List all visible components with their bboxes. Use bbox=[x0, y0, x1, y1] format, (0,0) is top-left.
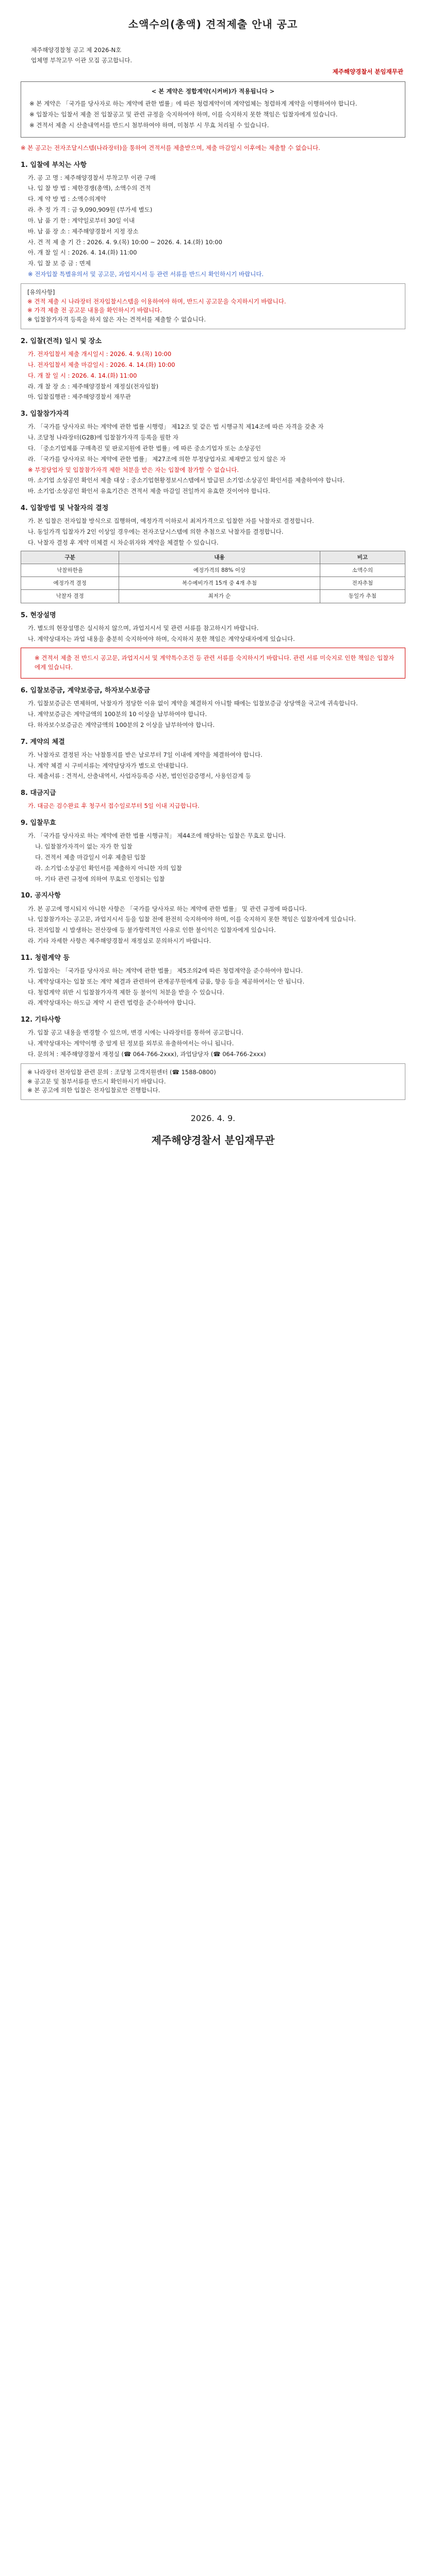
section-line: 나. 계약상대자는 계약이행 중 알게 된 정보를 외부로 유출하여서는 아니 됩니다. bbox=[28, 1040, 234, 1047]
section-line: 마. 소기업 소상공인 확인서 제출 대상 : 중소기업현황정보시스템에서 발급된 소기업·소상공인 확인서를 제출하여야 합니다. bbox=[28, 477, 345, 484]
notice-summary: 업체명 부착고무 이관 모집 공고합니다. bbox=[31, 56, 133, 64]
blue-note: ※ 전자입찰 특별유의서 및 공고문, 과업지시서 등 관련 서류를 반드시 확인하시기 바랍니다. bbox=[28, 270, 264, 278]
info-line: ※ 공고문 및 첨부서류를 반드시 확인하시기 바랍니다. bbox=[27, 1077, 166, 1085]
section-heading: 5. 현장설명 bbox=[21, 611, 56, 619]
table-row bbox=[21, 577, 405, 590]
section-line: 마. 기타 관련 규정에 의하여 무효로 인정되는 입찰 bbox=[35, 875, 165, 883]
table-cell: 동일가 추첨 bbox=[320, 590, 405, 603]
award-table bbox=[21, 551, 405, 603]
table-header: 내용 bbox=[119, 551, 320, 564]
red-line: ※ 부정당업자 및 입찰참가자격 제한 처분을 받은 자는 입찰에 참가할 수 없습니다. bbox=[28, 466, 239, 473]
section-line: 나. 계약 체결 시 구비서류는 계약담당자가 별도로 안내합니다. bbox=[28, 761, 188, 769]
table-cell: 전자추첨 bbox=[320, 577, 405, 590]
section-7 bbox=[21, 737, 405, 782]
section-line: 다. 문의처 : 제주해양경찰서 재정실 (☎ 064-766-2xxx), 과업담당자 (☎ 064-766-2xxx) bbox=[28, 1050, 266, 1058]
section-line: 나. 조달청 나라장터(G2B)에 입찰참가자격 등록을 필한 자 bbox=[28, 434, 178, 442]
section-line: 다. 「중소기업제품 구매촉진 및 판로지원에 관한 법률」에 따른 중소기업자 또는 소상공인 bbox=[28, 444, 261, 452]
table-header: 구분 bbox=[21, 551, 119, 564]
section-line: 가. 입찰자는 「국가를 당사자로 하는 계약에 관한 법률」 제5조의2에 따른 청렴계약을 준수하여야 합니다. bbox=[28, 967, 303, 974]
section-heading: 10. 공지사항 bbox=[21, 892, 61, 900]
info-line: ※ 본 공고에 의한 입찰은 전자입찰로만 진행합니다. bbox=[27, 1087, 160, 1094]
section-line: 사. 견 적 제 출 기 간 : 2026. 4. 9.(목) 10:00 ~ 2026. 4. 14.(화) 10:00 bbox=[28, 238, 222, 246]
section-line: 가. 「국가를 당사자로 하는 계약에 관한 법률 시행령」 제12조 및 같은 법 시행규칙 제14조에 따른 자격을 갖춘 자 bbox=[28, 423, 324, 431]
notice-date: 2026. 4. 9. bbox=[190, 1113, 236, 1124]
section-line: 다. 개 찰 일 시 : 2026. 4. 14.(화) 11:00 bbox=[28, 371, 137, 379]
section-2 bbox=[21, 336, 405, 402]
table-row bbox=[21, 564, 405, 577]
table-cell: 낙찰자 결정 bbox=[21, 590, 119, 603]
section-1 bbox=[21, 160, 405, 279]
org-line: 제주해양경찰서 분임재무관 bbox=[332, 67, 403, 75]
section-heading: 12. 기타사항 bbox=[21, 1016, 61, 1024]
signature-org: 제주해양경찰서 분임재무관 bbox=[151, 1133, 275, 1146]
section-heading: 3. 입찰참가자격 bbox=[21, 410, 69, 418]
section-line: 나. 입 찰 방 법 : 제한경쟁(총액), 소액수의 견적 bbox=[28, 184, 151, 192]
section-line: 나. 계약상대자는 과업 내용을 충분히 숙지하여야 하며, 숙지하지 못한 책임은 계약상대자에게 있습니다. bbox=[28, 635, 295, 642]
section-heading: 7. 계약의 체결 bbox=[21, 738, 65, 746]
table-header: 비고 bbox=[320, 551, 405, 564]
section-line: 마. 입찰집행관 : 제주해양경찰서 재무관 bbox=[28, 393, 131, 401]
section-12 bbox=[21, 1015, 405, 1059]
info-line: ※ 나라장터 전자입찰 관련 문의 : 조달청 고객지원센터 (☎ 1588-0800) bbox=[27, 1068, 216, 1076]
caution-line: ※ 입찰참가자격 등록을 하지 않은 자는 견적서를 제출할 수 없습니다. bbox=[27, 316, 206, 324]
section-line: 가. 「국가를 당사자로 하는 계약에 관한 법률 시행규칙」 제44조에 해당하는 입찰은 무효로 합니다. bbox=[28, 832, 286, 840]
section-11 bbox=[21, 953, 405, 1008]
red-notice: ※ 본 공고는 전자조달시스템(나라장터)을 통하여 견적서를 제출받으며, 제출 마감일시 이후에는 제출할 수 없습니다. bbox=[21, 144, 320, 151]
caution-line: ※ 견적 제출 시 나라장터 전자입찰시스템을 이용하여야 하며, 반드시 공고문을 숙지하시기 바랍니다. bbox=[27, 297, 286, 305]
section-line: 가. 본 입찰은 전자입찰 방식으로 집행하며, 예정가격 이하로서 최저가격으로 입찰한 자를 낙찰자로 결정합니다. bbox=[28, 517, 314, 525]
table-cell: 예정가격의 88% 이상 bbox=[119, 564, 320, 577]
section-line: 나. 동일가격 입찰자가 2인 이상일 경우에는 전자조달시스템에 의한 추첨으로 낙찰자를 결정합니다. bbox=[28, 528, 284, 535]
section-heading: 4. 입찰방법 및 낙찰자의 결정 bbox=[21, 504, 109, 513]
caution-line: [유의사항] bbox=[27, 288, 55, 296]
section-line: 다. 청렴계약 위반 시 입찰참가자격 제한 등 불이익 처분을 받을 수 있습니다. bbox=[28, 988, 224, 996]
section-line: 자. 입 찰 보 증 금 : 면제 bbox=[28, 260, 91, 267]
bottom-info-box bbox=[21, 1063, 405, 1100]
table-cell: 낙찰하한율 bbox=[21, 564, 119, 577]
section-8 bbox=[21, 788, 405, 811]
section-line: 다. 계 약 방 법 : 소액수의계약 bbox=[28, 195, 106, 203]
section-heading: 9. 입찰무효 bbox=[21, 819, 56, 827]
section-line: 라. 「국가를 당사자로 하는 계약에 관한 법률」 제27조에 의한 부정당업자로 제재받고 있지 않은 자 bbox=[28, 455, 286, 463]
section-9 bbox=[21, 818, 405, 884]
section-line: 가. 별도의 현장설명은 실시하지 않으며, 과업지시서 및 관련 서류를 참고하시기 바랍니다. bbox=[28, 624, 259, 632]
integrity-line: ※ 본 계약은 「국가를 당사자로 하는 계약에 관한 법률」에 따른 청렴계약이며 계약업체는 청렴하게 계약을 이행하여야 합니다. bbox=[29, 100, 357, 108]
section-line: 가. 전자입찰서 제출 개시일시 : 2026. 4. 9.(목) 10:00 bbox=[28, 350, 172, 358]
section-4 bbox=[21, 503, 405, 603]
section-line: 마. 납 품 기 한 : 계약일로부터 30일 이내 bbox=[28, 216, 135, 224]
section-heading: 1. 입찰에 부치는 사항 bbox=[21, 161, 87, 169]
section-line: 라. 기타 자세한 사항은 제주해양경찰서 재정실로 문의하시기 바랍니다. bbox=[28, 937, 211, 944]
section-line: 가. 본 공고에 명시되지 아니한 사항은 「국가를 당사자로 하는 계약에 관한 법률」 및 관련 규정에 따릅니다. bbox=[28, 905, 307, 912]
section-line: 아. 개 찰 일 시 : 2026. 4. 14.(화) 11:00 bbox=[28, 249, 137, 257]
section-line: 나. 입찰참가자격이 없는 자가 한 입찰 bbox=[35, 843, 133, 851]
table-cell: 최저가 순 bbox=[119, 590, 320, 603]
warning-text: ※ 견적서 제출 전 반드시 공고문, 과업지시서 및 계약특수조건 등 관련 서류를 숙지하시기 바랍니다. 관련 서류 미숙지로 인한 책임은 입찰자에게 있습니다. bbox=[35, 654, 395, 671]
section-line: 바. 납 품 장 소 : 제주해양경찰서 지정 장소 bbox=[28, 227, 139, 235]
section-heading: 8. 대금지급 bbox=[21, 789, 56, 798]
section-line: 다. 하자보수보증금은 계약금액의 100분의 2 이상을 납부하여야 합니다. bbox=[28, 721, 215, 728]
section-line: 다. 낙찰자 결정 후 계약 미체결 시 차순위자와 계약을 체결할 수 있습니다. bbox=[28, 538, 219, 546]
section-line: 다. 견적서 제출 마감일시 이후 제출된 입찰 bbox=[35, 853, 146, 861]
table-cell: 복수예비가격 15개 중 4개 추첨 bbox=[119, 577, 320, 590]
section-line: 가. 입찰 공고 내용을 변경할 수 있으며, 변경 시에는 나라장터를 통하여 공고합니다. bbox=[28, 1029, 243, 1037]
section-10 bbox=[21, 891, 405, 945]
section-line: 가. 낙찰자로 결정된 자는 낙찰통지를 받은 날로부터 7일 이내에 계약을 체결하여야 합니다. bbox=[28, 751, 263, 758]
table-row bbox=[21, 590, 405, 603]
caution-line: ※ 가격 제출 전 공고문 내용을 확인하시기 바랍니다. bbox=[27, 307, 162, 314]
integrity-line: ※ 입찰자는 입찰서 제출 전 입찰공고 및 관련 규정을 숙지하여야 하며, 이를 숙지하지 못한 책임은 입찰자에게 있습니다. bbox=[29, 111, 338, 118]
integrity-box bbox=[21, 81, 405, 137]
section-line: 라. 개 찰 장 소 : 제주해양경찰서 재정실(전자입찰) bbox=[28, 382, 159, 390]
section-5 bbox=[21, 611, 405, 679]
section-6 bbox=[21, 686, 405, 730]
section-line: 가. 입찰보증금은 면제하며, 낙찰자가 정당한 이유 없이 계약을 체결하지 아니할 때에는 입찰보증금 상당액을 국고에 귀속합니다. bbox=[28, 700, 358, 707]
red-line: 가. 대금은 검수완료 후 청구서 접수일로부터 5일 이내 지급합니다. bbox=[28, 802, 200, 810]
section-heading: 2. 입찰(견적) 일시 및 장소 bbox=[21, 337, 102, 346]
notice-number: 제주해양경찰청 공고 제 2026-N호 bbox=[31, 46, 122, 54]
warning-box bbox=[21, 648, 405, 679]
section-line: 라. 추 정 가 격 : 금 9,090,909원 (부가세 별도) bbox=[28, 206, 153, 214]
section-line: 라. 소기업·소상공인 확인서를 제출하지 아니한 자의 입찰 bbox=[35, 864, 182, 872]
table-cell: 소액수의 bbox=[320, 564, 405, 577]
section-line: 가. 공 고 명 : 제주해양경찰서 부착고무 이관 구매 bbox=[28, 174, 156, 181]
section-line: 라. 계약상대자는 하도급 계약 시 관련 법령을 준수하여야 합니다. bbox=[28, 999, 196, 1007]
section-line: 바. 소기업·소상공인 확인서 유효기간은 견적서 제출 마감일 전일까지 유효한 것이어야 합니다. bbox=[28, 487, 270, 495]
intro bbox=[21, 46, 405, 65]
page-title: 소액수의(총액) 견적제출 안내 공고 bbox=[128, 18, 298, 30]
caution-box bbox=[21, 283, 405, 329]
integrity-line: ※ 견적서 제출 시 산출내역서를 반드시 첨부하여야 하며, 미첨부 시 무효 처리될 수 있습니다. bbox=[29, 121, 269, 129]
section-line: 나. 계약상대자는 입찰 또는 계약 체결과 관련하여 관계공무원에게 금품, 향응 등을 제공하여서는 안 됩니다. bbox=[28, 977, 305, 985]
section-heading: 11. 청렴계약 등 bbox=[21, 954, 70, 962]
section-heading: 6. 입찰보증금, 계약보증금, 하자보수보증금 bbox=[21, 687, 150, 695]
section-3 bbox=[21, 409, 405, 496]
section-line: 나. 전자입찰서 제출 마감일시 : 2026. 4. 14.(화) 10:00 bbox=[28, 361, 175, 368]
table-cell: 예정가격 결정 bbox=[21, 577, 119, 590]
integrity-box-title: < 본 계약은 정합계약(시커버)가 적용됩니다 > bbox=[151, 88, 275, 95]
section-line: 나. 입찰참가자는 공고문, 과업지시서 등을 입찰 전에 완전히 숙지하여야 하며, 이를 숙지하지 못한 책임은 입찰자에게 있습니다. bbox=[28, 916, 356, 923]
section-line: 다. 제출서류 : 견적서, 산출내역서, 사업자등록증 사본, 법인인감증명서, 사용인감계 등 bbox=[28, 772, 251, 780]
section-line: 나. 계약보증금은 계약금액의 100분의 10 이상을 납부하여야 합니다. bbox=[28, 710, 207, 718]
section-line: 다. 전자입찰 시 발생하는 전산장애 등 불가항력적인 사유로 인한 불이익은 입찰자에게 있습니다. bbox=[28, 926, 276, 934]
